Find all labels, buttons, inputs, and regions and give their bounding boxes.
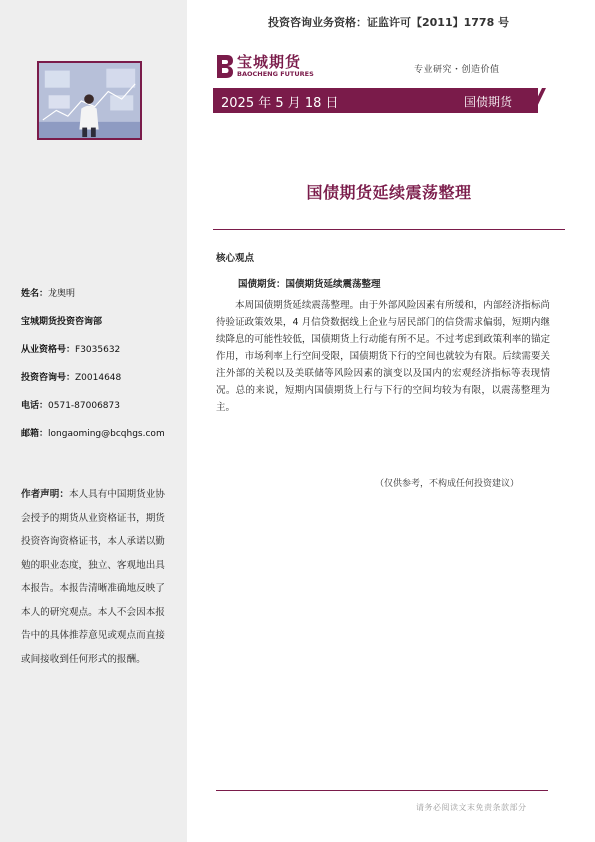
report-date: 2025 年 5 月 18 日 [221, 96, 339, 111]
author-email-row [21, 426, 165, 439]
band-stripes-decoration [522, 88, 550, 113]
author-name-label: 姓名： [21, 289, 49, 299]
logo-cn: 宝城期货 [237, 53, 302, 71]
author-name: 龙奥明 [48, 289, 76, 299]
cover-image-graphic [39, 63, 140, 138]
title-divider [213, 229, 565, 230]
footer-text: 请务必阅读文末免责条款部分 [416, 803, 527, 812]
logo-en: BAOCHENG FUTURES [237, 70, 314, 78]
author-email-label: 邮箱： [21, 429, 49, 439]
disclaimer-label: 作者声明： [21, 489, 69, 500]
disclaimer-text: 本人具有中国期货业协会授予的期货从业资格证书，期货投资咨询资格证书，本人承诺以勤勉的职业态度，独立、客观地出具本报告。本报告清晰准确地反映了本人的研究观点。本人不会因本报告中的具体推荐意见或观点而直接或间接收到任何形式的报酬。 [21, 489, 165, 665]
cover-image [37, 61, 142, 140]
author-consult-row [21, 370, 121, 383]
section-heading: 核心观点 [216, 253, 255, 264]
author-email[interactable]: longaoming@bcqhgs.com [48, 429, 165, 439]
sub-heading: 国债期货：国债期货延续震荡整理 [238, 279, 381, 290]
body-paragraph: 本周国债期货延续震荡整理。由于外部风险因素有所缓和，内部经济指标尚待验证政策效果，4 月信贷数据线上企业与居民部门的信贷需求偏弱，短期内继续降息的可能性较低，国债期货上行动能有所不足。不过考虑到政策利率的锚定作用，市场利率上行空间受限，国债期货下行的空间也就较为有限。后续需要关注外部的关税以及美联储等风险因素的演变以及国内的宏观经济指标等表现情况。总的来说，短期内国债期货上行与下行的空间均较为有限，以震荡整理为主。 [216, 300, 550, 413]
author-phone: 0571-87006873 [48, 401, 120, 411]
license-text: 投资咨询业务资格：证监许可【2011】1778 号 [268, 16, 510, 29]
author-phone-label: 电话： [21, 401, 49, 411]
logo-mark-icon [213, 53, 235, 79]
author-consult: Z0014648 [75, 373, 122, 383]
author-phone-row [21, 398, 120, 411]
sidebar [0, 0, 187, 842]
author-consult-label: 投资咨询号： [21, 373, 76, 383]
reference-note: （仅供参考，不构成任何投资建议） [375, 479, 520, 489]
header-band [213, 88, 538, 113]
author-dept: 宝城期货投资咨询部 [21, 317, 103, 327]
author-qual-label: 从业资格号： [21, 345, 76, 355]
author-qual-row [21, 342, 120, 355]
author-name-row [21, 286, 75, 299]
report-category: 国债期货 [463, 95, 512, 109]
author-disclaimer [21, 483, 171, 671]
slogan: 专业研究・创造价值 [414, 65, 500, 75]
report-title: 国债期货延续震荡整理 [306, 183, 472, 202]
author-qual: F3035632 [75, 345, 121, 355]
footer-divider [216, 790, 548, 791]
